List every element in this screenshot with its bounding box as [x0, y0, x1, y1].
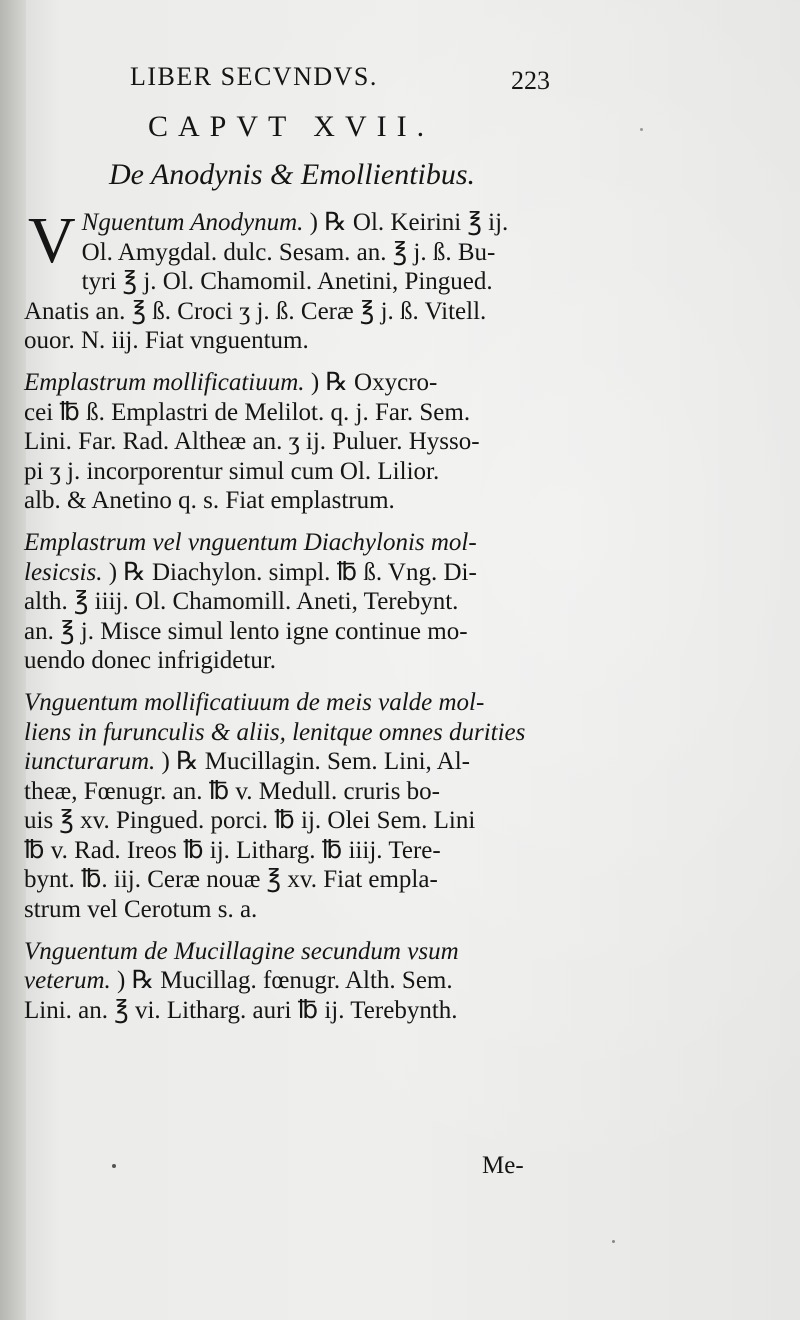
recipe-paragraph — [24, 204, 544, 356]
recipe-title: Emplastrum mollificatiuum. — [24, 368, 305, 396]
recipe-text: ) ℞ Mucillagin. Sem. Lini, Al- — [155, 748, 470, 776]
text-line — [24, 297, 544, 327]
recipe-paragraph — [24, 528, 544, 676]
recipe-text: ℔ v. Rad. Ireos ℔ ij. Litharg. ℔ iiij. Tere- — [24, 836, 441, 864]
chapter-title: De Anodynis & Emollientibus. — [108, 158, 476, 191]
recipe-text: uendo donec infrigidetur. — [24, 647, 277, 675]
text-line — [24, 587, 544, 617]
recipe-text: ) ℞ Diachylon. simpl. ℔ ß. Vng. Di- — [102, 558, 477, 586]
text-line — [24, 528, 544, 558]
text-line — [24, 806, 544, 836]
text-line — [24, 208, 544, 238]
recipe-text: Ol. Amygdal. dulc. Sesam. an. ℥ j. ß. Bu- — [81, 238, 496, 266]
ink-speck — [640, 128, 643, 131]
running-title: LIBER SECVNDVS. — [130, 62, 378, 91]
recipe-text: alth. ℥ iiij. Ol. Chamomill. Aneti, Terebynt. — [24, 588, 459, 616]
recipe-text: ) ℞ Ol. Keirini ℥ ij. — [303, 209, 509, 236]
recipe-text: ouor. N. iij. Fiat vnguentum. — [24, 327, 309, 355]
recipe-text: Anatis an. ℥ ß. Croci ʒ j. ß. Ceræ ℥ j. ß. Vitell. — [24, 297, 487, 325]
recipe-text: uis ℥ xv. Pingued. porci. ℔ ij. Olei Sem. Lini — [24, 807, 476, 835]
recipe-title: lesicsis. — [24, 558, 103, 586]
recipe-title: Emplastrum vel vnguentum Diachylonis mol- — [24, 528, 477, 556]
recipe-text: bynt. ℔. iij. Ceræ nouæ ℥ xv. Fiat empla- — [24, 866, 438, 894]
catchword: Me- — [482, 1152, 524, 1179]
recipe-text: pi ʒ j. incorporentur simul cum Ol. Lilior. — [24, 457, 440, 485]
drop-cap: V — [28, 204, 76, 277]
text-line — [24, 238, 544, 268]
recipe-text: cei ℔ ß. Emplastri de Melilot. q. j. Far. Sem. — [24, 398, 471, 426]
text-line — [24, 617, 544, 647]
recipe-text: ) ℞ Mucillag. fœnugr. Alth. Sem. — [110, 967, 453, 995]
recipe-title: liens in furunculis & aliis, lenitque omnes durities — [24, 718, 526, 746]
ink-speck — [612, 1240, 615, 1243]
text-line — [24, 486, 544, 516]
recipe-title: Vnguentum mollificatiuum de meis valde mol- — [24, 688, 485, 716]
running-head — [130, 62, 550, 102]
text-line — [24, 646, 544, 676]
recipe-text: tyri ℥ j. Ol. Chamomil. Anetini, Pingued. — [81, 268, 493, 296]
recipe-text: ) ℞ Oxycro- — [304, 368, 438, 396]
text-line — [24, 558, 544, 588]
text-line — [24, 368, 544, 398]
text-line — [24, 747, 544, 777]
text-line — [24, 688, 544, 718]
ink-speck — [112, 1164, 116, 1168]
page-gutter — [0, 0, 26, 1320]
recipe-text: alb. & Anetino q. s. Fiat emplastrum. — [24, 487, 395, 515]
text-line — [24, 865, 544, 895]
recipe-title: veterum. — [24, 967, 111, 995]
text-line — [24, 895, 544, 925]
text-line — [24, 777, 544, 807]
recipe-title: iuncturarum. — [24, 748, 156, 776]
recipe-paragraph — [24, 688, 544, 925]
text-line — [24, 718, 544, 748]
recipe-text: an. ℥ j. Misce simul lento igne continue mo- — [24, 617, 468, 645]
text-line — [24, 996, 544, 1026]
text-line — [24, 836, 544, 866]
body-text — [24, 204, 544, 1037]
recipe-text: theæ, Fœnugr. an. ℔ v. Medull. cruris bo- — [24, 777, 441, 805]
text-line — [24, 326, 544, 356]
recipe-title: Nguentum Anodynum. — [81, 209, 304, 236]
text-line — [24, 427, 544, 457]
recipe-title: Vnguentum de Mucillagine secundum vsum — [24, 937, 459, 965]
text-line — [24, 937, 544, 967]
text-line — [24, 966, 544, 996]
recipe-text: strum vel Cerotum s. a. — [24, 896, 258, 924]
recipe-text: Lini. an. ℥ vi. Litharg. auri ℔ ij. Terebynth. — [24, 996, 458, 1024]
page-number: 223 — [511, 66, 550, 95]
recipe-text: Lini. Far. Rad. Altheæ an. ʒ ij. Puluer. Hysso- — [24, 428, 480, 456]
text-line — [24, 267, 544, 297]
text-line — [24, 457, 544, 487]
chapter-heading: CAPVT XVII. — [148, 110, 435, 143]
recipe-paragraph — [24, 937, 544, 1026]
recipe-paragraph — [24, 368, 544, 516]
text-line — [24, 398, 544, 428]
